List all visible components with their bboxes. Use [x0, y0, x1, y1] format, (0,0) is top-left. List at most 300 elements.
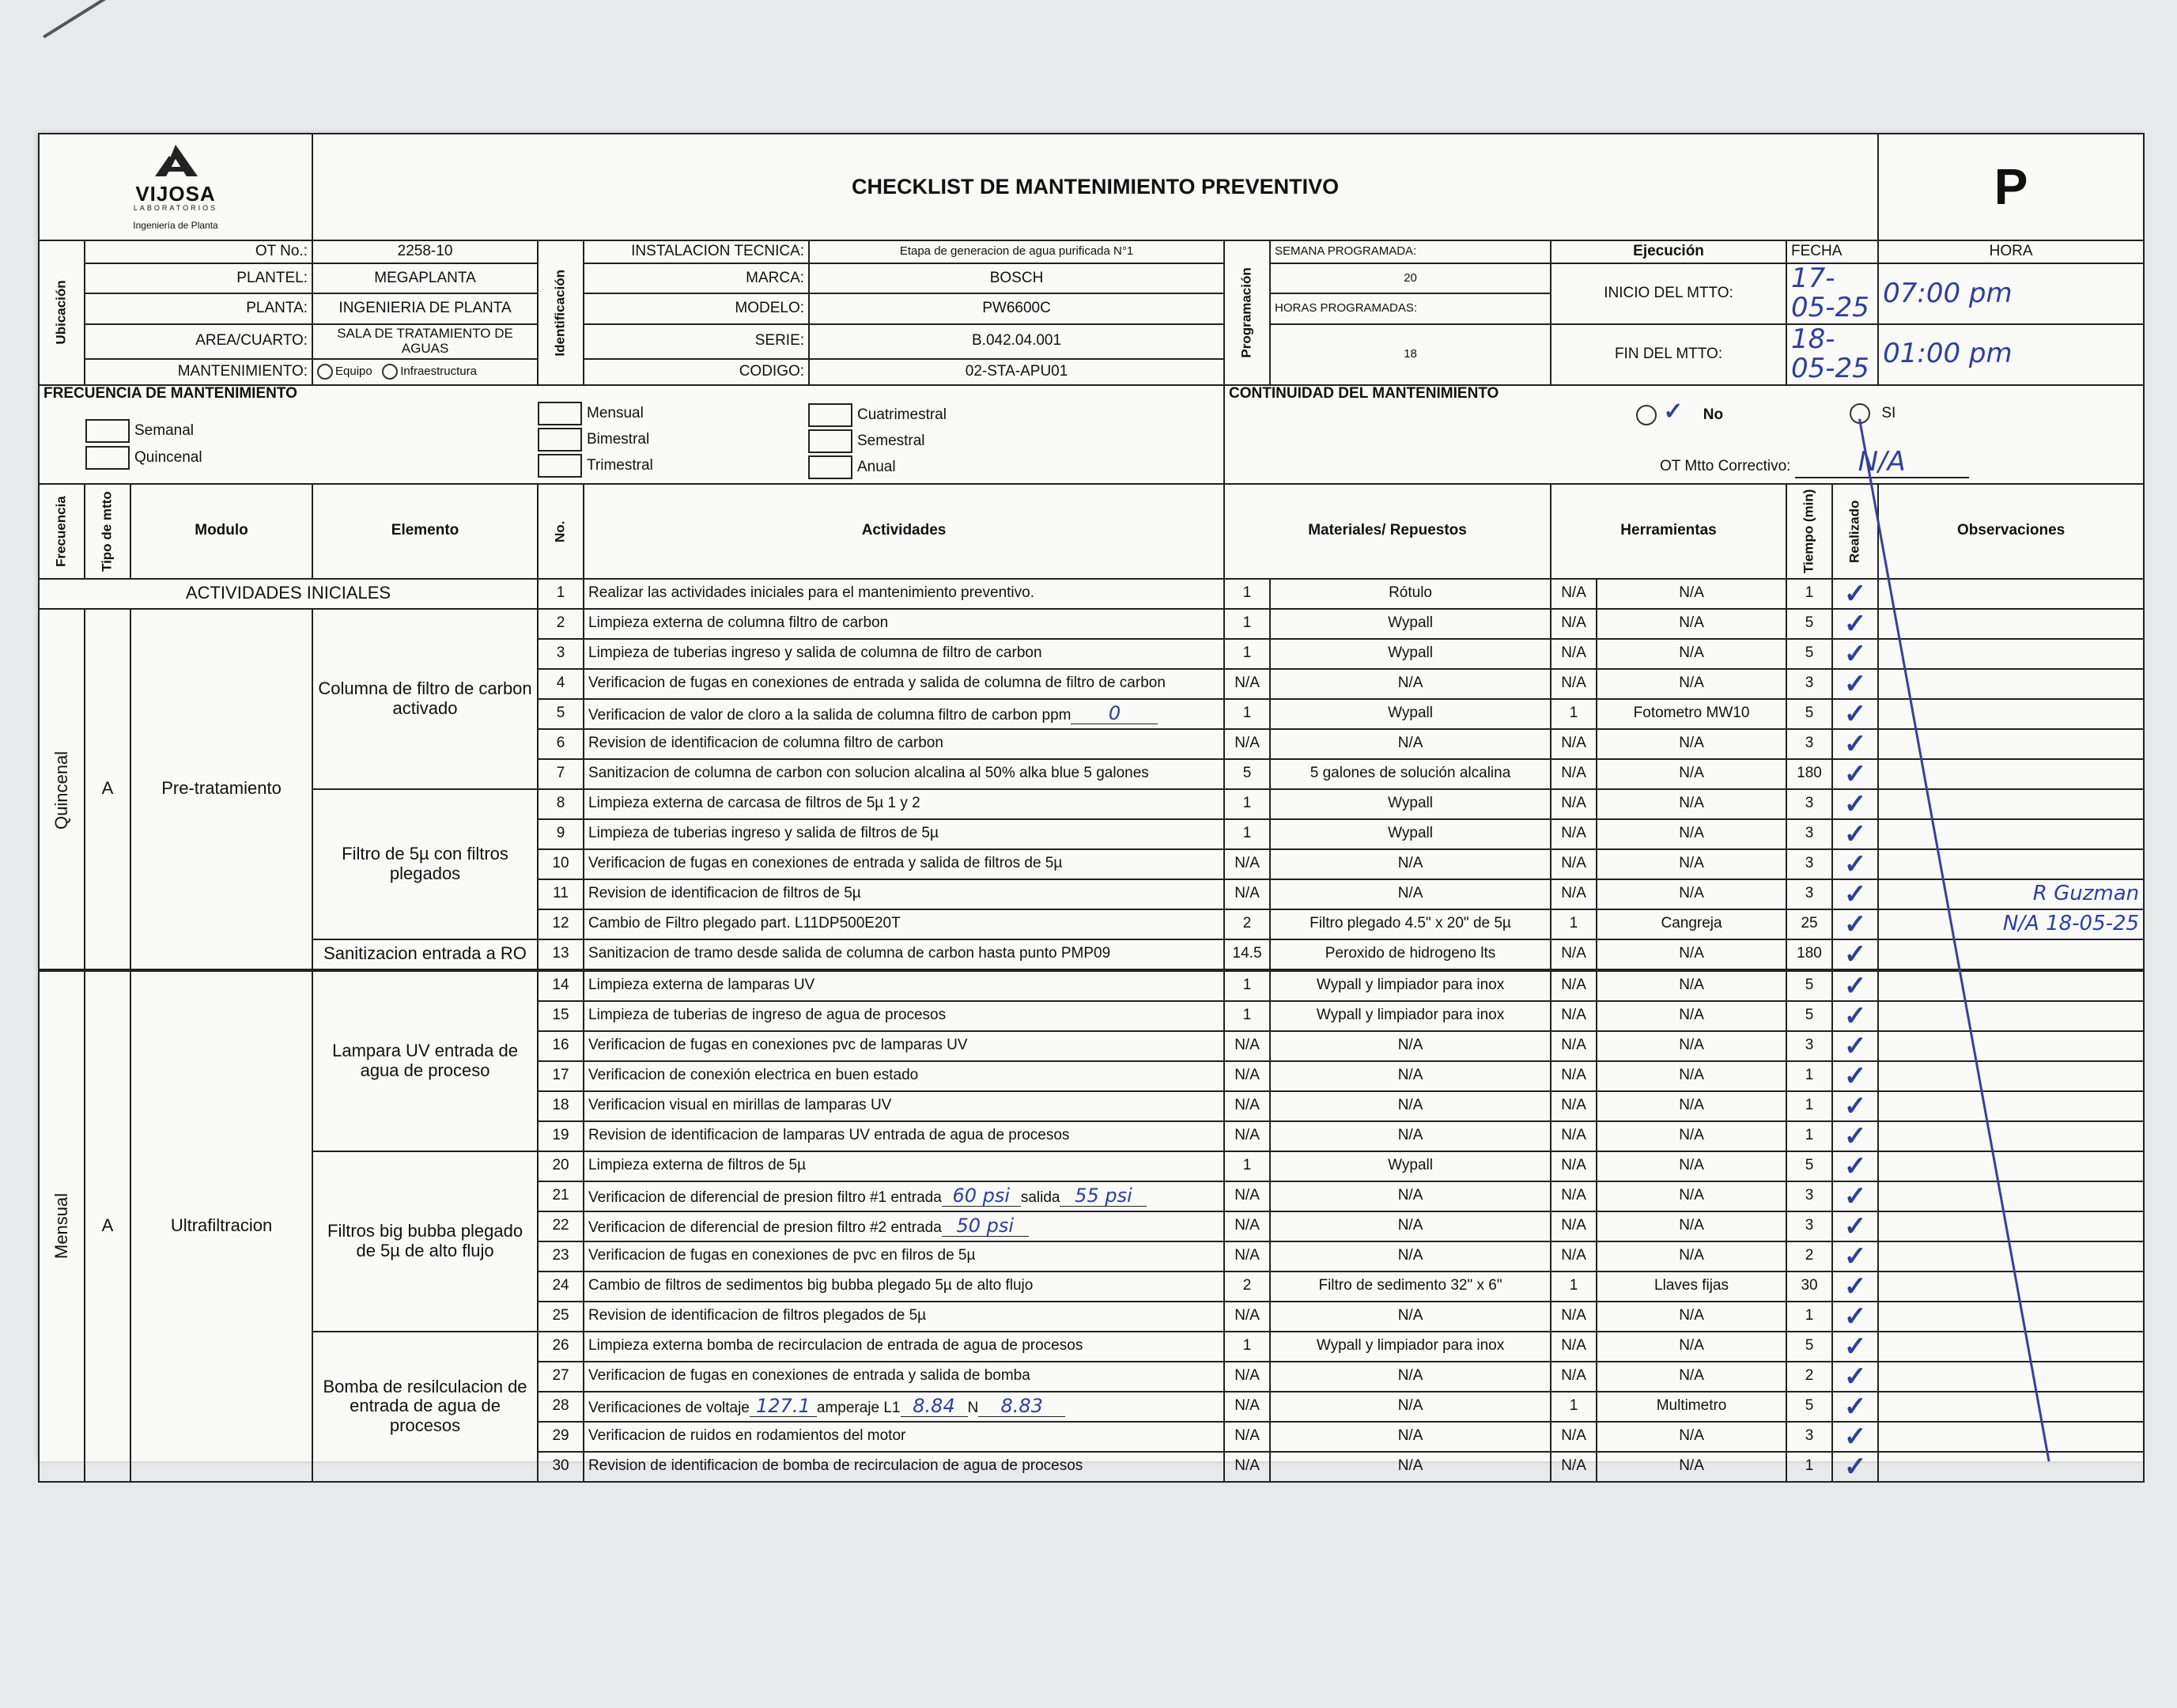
- row-tool: N/A: [1597, 1362, 1786, 1392]
- row-qty: N/A: [1224, 1392, 1270, 1422]
- row-qty: N/A: [1224, 1031, 1270, 1061]
- row-done-checkmark-icon: ✓: [1832, 879, 1878, 909]
- row-qty: N/A: [1224, 1241, 1270, 1272]
- row-tool-qty: N/A: [1551, 759, 1597, 789]
- row-activity: Verificacion visual en mirillas de lamparas UV: [584, 1091, 1224, 1121]
- row-material: N/A: [1270, 879, 1551, 909]
- row-time: 5: [1786, 609, 1832, 639]
- no-checkmark-icon: ✓: [1663, 398, 1684, 425]
- row-activity: Revision de identificacion de filtros plegados de 5µ: [584, 1302, 1224, 1332]
- row-tool: N/A: [1597, 1121, 1786, 1151]
- row-tool-qty: N/A: [1551, 1001, 1597, 1031]
- row-activity: [584, 1211, 1224, 1241]
- ubicacion-section-label: Ubicación: [39, 240, 85, 385]
- infraestructura-option-label: Infraestructura: [400, 365, 477, 379]
- tipo-a-mensual: A: [85, 970, 130, 1482]
- row-no: 11: [538, 879, 584, 909]
- row-no: 4: [538, 669, 584, 699]
- elemento-bigbubba: Filtros big bubba plegado de 5µ de alto flujo: [312, 1151, 538, 1332]
- logo-department: Ingeniería de Planta: [133, 220, 218, 232]
- amperaje-l1-value: 8.84: [901, 1396, 968, 1417]
- row-material: N/A: [1270, 1392, 1551, 1422]
- row-tool-qty: N/A: [1551, 729, 1597, 759]
- row-material: Wypall y limpiador para inox: [1270, 1001, 1551, 1031]
- row-tool: N/A: [1597, 639, 1786, 669]
- row-material: N/A: [1270, 1031, 1551, 1061]
- continuidad-block: [1224, 385, 2144, 484]
- row-no: 26: [538, 1332, 584, 1362]
- modulo-ultrafiltracion: Ultrafiltracion: [130, 970, 312, 1482]
- trimestral-checkbox[interactable]: [538, 454, 582, 478]
- row-tool-qty: N/A: [1551, 1091, 1597, 1121]
- row-observation: [1878, 1061, 2144, 1091]
- row-time: 5: [1786, 1392, 1832, 1422]
- col-realizado: Realizado: [1832, 484, 1878, 579]
- row-no: 6: [538, 729, 584, 759]
- checklist-sheet: [38, 133, 2143, 1482]
- equipo-option-label: Equipo: [335, 365, 372, 379]
- serie-value: B.042.04.001: [809, 324, 1224, 359]
- row-done-checkmark-icon: ✓: [1832, 939, 1878, 970]
- row-tool-qty: N/A: [1551, 1061, 1597, 1091]
- row-qty: N/A: [1224, 1362, 1270, 1392]
- row-tool: N/A: [1597, 1422, 1786, 1452]
- row-activity: Verificacion de fugas en conexiones de entrada y salida de filtros de 5µ: [584, 849, 1224, 879]
- quincenal-checkbox[interactable]: [85, 446, 130, 470]
- row-tool: N/A: [1597, 879, 1786, 909]
- row-observation: [1878, 1302, 2144, 1332]
- row-material: Wypall: [1270, 819, 1551, 849]
- ejecucion-label: Ejecución: [1551, 240, 1786, 263]
- elemento-uv: Lampara UV entrada de agua de proceso: [312, 970, 538, 1151]
- row-activity-salida: salida: [1020, 1188, 1060, 1206]
- row-tool-qty: N/A: [1551, 669, 1597, 699]
- row-time: 1: [1786, 1091, 1832, 1121]
- row-observation: [1878, 1031, 2144, 1061]
- row-tool: N/A: [1597, 1332, 1786, 1362]
- row-tool-qty: N/A: [1551, 1422, 1597, 1452]
- row-done-checkmark-icon: ✓: [1832, 669, 1878, 699]
- row-tool-qty: N/A: [1551, 1241, 1597, 1272]
- continuidad-title: CONTINUIDAD DEL MANTENIMIENTO: [1229, 384, 1499, 402]
- row-tool-qty: N/A: [1551, 1121, 1597, 1151]
- row-qty: 1: [1224, 1001, 1270, 1031]
- row-qty: N/A: [1224, 1121, 1270, 1151]
- row-observation: [1878, 1422, 2144, 1452]
- ot-correctivo-label: OT Mtto Correctivo:: [1660, 457, 1791, 474]
- row-time: 3: [1786, 729, 1832, 759]
- row-done-checkmark-icon: ✓: [1832, 1121, 1878, 1151]
- planta-value: INGENIERIA DE PLANTA: [312, 293, 538, 323]
- row-material: N/A: [1270, 1091, 1551, 1121]
- row-done-checkmark-icon: ✓: [1832, 970, 1878, 1001]
- row-qty: N/A: [1224, 1422, 1270, 1452]
- row-done-checkmark-icon: ✓: [1832, 789, 1878, 819]
- row-time: 1: [1786, 579, 1832, 609]
- row-tool-qty: N/A: [1551, 1031, 1597, 1061]
- row-observation: [1878, 699, 2144, 729]
- row-material: N/A: [1270, 1121, 1551, 1151]
- logo-block: [39, 134, 312, 240]
- type-letter: P: [1878, 134, 2144, 240]
- row-no: 16: [538, 1031, 584, 1061]
- cuatrimestral-checkbox[interactable]: [808, 403, 852, 427]
- row-time: 1: [1786, 1121, 1832, 1151]
- cloro-value: 0: [1071, 703, 1158, 724]
- presion1-entrada-value: 60 psi: [942, 1185, 1021, 1207]
- frecuencia-block: [39, 385, 1224, 484]
- col-tipo: Tipo de mtto: [85, 484, 130, 579]
- row-tool: N/A: [1597, 1151, 1786, 1181]
- area-label: AREA/CUARTO:: [85, 324, 312, 359]
- row-tool-qty: N/A: [1551, 1181, 1597, 1211]
- row-observation: [1878, 1452, 2144, 1482]
- col-elemento: Elemento: [312, 484, 538, 579]
- quincenal-label: Quincenal: [134, 448, 202, 466]
- plantel-value: MEGAPLANTA: [312, 263, 538, 293]
- row-activity: Verificacion de ruidos en rodamientos del motor: [584, 1422, 1224, 1452]
- row-no: 25: [538, 1302, 584, 1332]
- row-time: 1: [1786, 1452, 1832, 1482]
- row-material: N/A: [1270, 1211, 1551, 1241]
- row-activity-text: Verificacion de valor de cloro a la salida de columna filtro de carbon ppm: [588, 706, 1071, 724]
- mensual-checkbox[interactable]: [538, 402, 582, 425]
- row-done-checkmark-icon: ✓: [1832, 1211, 1878, 1241]
- row-done-checkmark-icon: ✓: [1832, 579, 1878, 609]
- marca-value: BOSCH: [809, 263, 1224, 293]
- row-tool-qty: N/A: [1551, 639, 1597, 669]
- row-no: 1: [538, 579, 584, 609]
- row-tool-qty: 1: [1551, 1272, 1597, 1302]
- row-qty: 1: [1224, 789, 1270, 819]
- row-observation: [1878, 1121, 2144, 1151]
- table-row: [39, 609, 2144, 639]
- row-tool-qty: N/A: [1551, 1452, 1597, 1482]
- row-observation: R Guzman: [1878, 879, 2144, 909]
- row-material: Rótulo: [1270, 579, 1551, 609]
- row-observation: [1878, 970, 2144, 1001]
- row-done-checkmark-icon: ✓: [1832, 609, 1878, 639]
- row-tool: N/A: [1597, 729, 1786, 759]
- table-row: [39, 1151, 2144, 1181]
- equipo-radio[interactable]: [317, 364, 333, 380]
- row-no: 20: [538, 1151, 584, 1181]
- row-done-checkmark-icon: ✓: [1832, 1241, 1878, 1272]
- fecha-label: FECHA: [1786, 240, 1878, 263]
- modulo-pretratamiento: Pre-tratamiento: [130, 609, 312, 970]
- row-observation: [1878, 849, 2144, 879]
- row-activity-n: N: [967, 1399, 979, 1416]
- row-done-checkmark-icon: ✓: [1832, 1061, 1878, 1091]
- row-activity: Limpieza de tuberias ingreso y salida de filtros de 5µ: [584, 819, 1224, 849]
- row-tool: N/A: [1597, 970, 1786, 1001]
- table-row: [39, 579, 2144, 609]
- row-tool: N/A: [1597, 1241, 1786, 1272]
- row-tool-qty: 1: [1551, 699, 1597, 729]
- semana-value: 20: [1270, 263, 1551, 293]
- row-qty: N/A: [1224, 669, 1270, 699]
- semanal-label: Semanal: [134, 421, 194, 439]
- row-tool: Cangreja: [1597, 909, 1786, 939]
- row-qty: 1: [1224, 819, 1270, 849]
- table-row: [39, 789, 2144, 819]
- row-observation: [1878, 1091, 2144, 1121]
- infraestructura-radio[interactable]: [382, 364, 398, 380]
- inst-label: INSTALACION TECNICA:: [584, 240, 809, 263]
- row-qty: 1: [1224, 1332, 1270, 1362]
- row-time: 5: [1786, 970, 1832, 1001]
- row-tool-qty: N/A: [1551, 819, 1597, 849]
- row-done-checkmark-icon: ✓: [1832, 639, 1878, 669]
- row-time: 3: [1786, 789, 1832, 819]
- row-material: N/A: [1270, 729, 1551, 759]
- row-observation: [1878, 759, 2144, 789]
- row-tool: N/A: [1597, 1452, 1786, 1482]
- row-observation: [1878, 669, 2144, 699]
- row-no: 28: [538, 1392, 584, 1422]
- row-tool: N/A: [1597, 789, 1786, 819]
- elemento-bomba: Bomba de resilculacion de entrada de agua de procesos: [312, 1332, 538, 1482]
- row-activity: Sanitizacion de columna de carbon con solucion alcalina al 50% alka blue 5 galones: [584, 759, 1224, 789]
- semestral-label: Semestral: [857, 432, 925, 449]
- horas-label: HORAS PROGRAMADAS:: [1270, 293, 1551, 323]
- row-done-checkmark-icon: ✓: [1832, 699, 1878, 729]
- row-qty: 1: [1224, 609, 1270, 639]
- presion2-entrada-value: 50 psi: [942, 1215, 1029, 1237]
- row-tool-qty: N/A: [1551, 1362, 1597, 1392]
- row-tool-qty: N/A: [1551, 970, 1597, 1001]
- row-qty: N/A: [1224, 849, 1270, 879]
- row-no: 21: [538, 1181, 584, 1211]
- row-material: N/A: [1270, 849, 1551, 879]
- anual-checkbox[interactable]: [808, 455, 852, 479]
- row-activity: Sanitizacion de tramo desde salida de columna de carbon hasta punto PMP09: [584, 939, 1224, 970]
- plantel-label: PLANTEL:: [85, 263, 312, 293]
- row-observation: [1878, 609, 2144, 639]
- row-activity: [584, 699, 1224, 729]
- marca-label: MARCA:: [584, 263, 809, 293]
- area-value: SALA DE TRATAMIENTO DE AGUAS: [312, 324, 538, 359]
- row-activity: Realizar las actividades iniciales para el mantenimiento preventivo.: [584, 579, 1224, 609]
- hora-label: HORA: [1878, 240, 2144, 263]
- row-tool: N/A: [1597, 759, 1786, 789]
- row-tool-qty: N/A: [1551, 1302, 1597, 1332]
- row-activity: Limpieza externa de columna filtro de carbon: [584, 609, 1224, 639]
- codigo-label: CODIGO:: [584, 359, 809, 385]
- row-no: 2: [538, 609, 584, 639]
- row-qty: 5: [1224, 759, 1270, 789]
- row-no: 30: [538, 1452, 584, 1482]
- row-observation: N/A 18-05-25: [1878, 909, 2144, 939]
- bimestral-label: Bimestral: [587, 430, 650, 448]
- ot-label: OT No.:: [85, 240, 312, 263]
- semestral-checkbox[interactable]: [808, 429, 852, 453]
- row-activity: Limpieza de tuberias ingreso y salida de columna de filtro de carbon: [584, 639, 1224, 669]
- row-activity-text: Verificacion de diferencial de presion filtro #1 entrada: [588, 1188, 942, 1206]
- no-radio[interactable]: [1636, 405, 1657, 425]
- row-no: 13: [538, 939, 584, 970]
- row-material: N/A: [1270, 1362, 1551, 1392]
- row-activity: [584, 1181, 1224, 1211]
- mantenimiento-options: [312, 359, 538, 385]
- row-tool-qty: 1: [1551, 909, 1597, 939]
- row-activity: Limpieza de tuberias de ingreso de agua de procesos: [584, 1001, 1224, 1031]
- row-material: Wypall y limpiador para inox: [1270, 1332, 1551, 1362]
- row-tool: N/A: [1597, 1181, 1786, 1211]
- row-observation: [1878, 1151, 2144, 1181]
- row-activity: Revision de identificacion de columna filtro de carbon: [584, 729, 1224, 759]
- group-mensual: Mensual: [39, 970, 85, 1482]
- row-activity: Limpieza externa de lamparas UV: [584, 970, 1224, 1001]
- mantenimiento-label: MANTENIMIENTO:: [85, 359, 312, 385]
- row-qty: 1: [1224, 970, 1270, 1001]
- row-no: 8: [538, 789, 584, 819]
- elemento-sanitizacion: Sanitizacion entrada a RO: [312, 939, 538, 970]
- row-activity-amperaje: amperaje L1: [816, 1399, 901, 1416]
- row-material: N/A: [1270, 1422, 1551, 1452]
- row-qty: N/A: [1224, 1211, 1270, 1241]
- row-done-checkmark-icon: ✓: [1832, 1091, 1878, 1121]
- row-material: Wypall y limpiador para inox: [1270, 970, 1551, 1001]
- row-time: 3: [1786, 1211, 1832, 1241]
- row-observation: [1878, 1362, 2144, 1392]
- codigo-value: 02-STA-APU01: [809, 359, 1224, 385]
- inicio-hora: 07:00 pm: [1878, 263, 2144, 324]
- identificacion-section-label: Identificación: [538, 240, 584, 385]
- row-observation: [1878, 789, 2144, 819]
- row-no: 17: [538, 1061, 584, 1091]
- row-qty: N/A: [1224, 1302, 1270, 1332]
- row-tool: N/A: [1597, 939, 1786, 970]
- row-activity: [584, 1392, 1224, 1422]
- si-label: SI: [1881, 404, 1896, 421]
- row-activity: Cambio de filtros de sedimentos big bubba plegado 5µ de alto flujo: [584, 1272, 1224, 1302]
- row-material: Wypall: [1270, 699, 1551, 729]
- semanal-checkbox[interactable]: [85, 419, 130, 443]
- row-activity: Revision de identificacion de filtros de 5µ: [584, 879, 1224, 909]
- bimestral-checkbox[interactable]: [538, 428, 582, 452]
- row-no: 22: [538, 1211, 584, 1241]
- row-activity-text: Verificacion de diferencial de presion filtro #2 entrada: [588, 1219, 942, 1236]
- page-title: CHECKLIST DE MANTENIMIENTO PREVENTIVO: [312, 134, 1878, 240]
- row-no: 24: [538, 1272, 584, 1302]
- row-time: 3: [1786, 1422, 1832, 1452]
- presion1-salida-value: 55 psi: [1060, 1185, 1147, 1207]
- row-qty: N/A: [1224, 729, 1270, 759]
- table-row: [39, 939, 2144, 970]
- row-tool: N/A: [1597, 1061, 1786, 1091]
- row-qty: 1: [1224, 1151, 1270, 1181]
- table-row: [39, 970, 2144, 1001]
- row-time: 30: [1786, 1272, 1832, 1302]
- col-herramientas: Herramientas: [1551, 484, 1786, 579]
- row-time: 3: [1786, 1031, 1832, 1061]
- col-actividades: Actividades: [584, 484, 1224, 579]
- row-time: 3: [1786, 849, 1832, 879]
- row-material: Filtro de sedimento 32" x 6": [1270, 1272, 1551, 1302]
- elemento-5u: Filtro de 5µ con filtros plegados: [312, 789, 538, 939]
- row-time: 5: [1786, 699, 1832, 729]
- row-observation: [1878, 1211, 2144, 1241]
- col-tiempo: Tiempo (min): [1786, 484, 1832, 579]
- row-material: N/A: [1270, 1452, 1551, 1482]
- row-observation: [1878, 579, 2144, 609]
- col-observaciones: Observaciones: [1878, 484, 2144, 579]
- row-material: N/A: [1270, 1241, 1551, 1272]
- row-time: 25: [1786, 909, 1832, 939]
- programacion-section-label: Programación: [1224, 240, 1270, 385]
- row-done-checkmark-icon: ✓: [1832, 819, 1878, 849]
- row-material: N/A: [1270, 1181, 1551, 1211]
- row-qty: 1: [1224, 699, 1270, 729]
- row-tool: N/A: [1597, 1211, 1786, 1241]
- row-time: 180: [1786, 939, 1832, 970]
- row-qty: 14.5: [1224, 939, 1270, 970]
- fin-fecha: 18-05-25: [1786, 324, 1878, 385]
- row-done-checkmark-icon: ✓: [1832, 1001, 1878, 1031]
- row-tool: N/A: [1597, 819, 1786, 849]
- row-tool: Fotometro MW10: [1597, 699, 1786, 729]
- row-tool-qty: 1: [1551, 1392, 1597, 1422]
- row-done-checkmark-icon: ✓: [1832, 909, 1878, 939]
- row-time: 2: [1786, 1362, 1832, 1392]
- frecuencia-title: FRECUENCIA DE MANTENIMIENTO: [43, 384, 297, 402]
- fin-label: FIN DEL MTTO:: [1551, 324, 1786, 385]
- row-no: 29: [538, 1422, 584, 1452]
- row-no: 23: [538, 1241, 584, 1272]
- row-tool-qty: N/A: [1551, 1332, 1597, 1362]
- row-tool-qty: N/A: [1551, 789, 1597, 819]
- elemento-carbon: Columna de filtro de carbon activado: [312, 609, 538, 789]
- row-time: 5: [1786, 1151, 1832, 1181]
- serie-label: SERIE:: [584, 324, 809, 359]
- row-material: Filtro plegado 4.5" x 20" de 5µ: [1270, 909, 1551, 939]
- row-observation: [1878, 1181, 2144, 1211]
- row-activity: Limpieza externa de filtros de 5µ: [584, 1151, 1224, 1181]
- inst-value: Etapa de generacion de agua purificada N°1: [809, 240, 1224, 263]
- row-time: 1: [1786, 1302, 1832, 1332]
- horas-value: 18: [1270, 324, 1551, 385]
- group-iniciales: ACTIVIDADES INICIALES: [39, 579, 538, 609]
- row-activity: Verificacion de conexión electrica en buen estado: [584, 1061, 1224, 1091]
- checklist-table: [38, 133, 2145, 1483]
- inicio-label: INICIO DEL MTTO:: [1551, 263, 1786, 324]
- row-activity: Limpieza externa de carcasa de filtros de 5µ 1 y 2: [584, 789, 1224, 819]
- row-no: 15: [538, 1001, 584, 1031]
- row-no: 14: [538, 970, 584, 1001]
- row-tool: N/A: [1597, 1001, 1786, 1031]
- row-no: 5: [538, 699, 584, 729]
- row-done-checkmark-icon: ✓: [1832, 1272, 1878, 1302]
- row-time: 5: [1786, 1332, 1832, 1362]
- ot-value: 2258-10: [312, 240, 538, 263]
- col-no: No.: [538, 484, 584, 579]
- row-no: 19: [538, 1121, 584, 1151]
- mensual-label: Mensual: [587, 404, 644, 421]
- row-material: Wypall: [1270, 639, 1551, 669]
- semana-label: SEMANA PROGRAMADA:: [1270, 240, 1551, 263]
- row-tool: N/A: [1597, 1031, 1786, 1061]
- vijosa-logo-icon: [43, 143, 308, 183]
- row-tool-qty: N/A: [1551, 1211, 1597, 1241]
- row-observation: [1878, 1392, 2144, 1422]
- row-no: 7: [538, 759, 584, 789]
- row-activity: Revision de identificacion de lamparas UV entrada de agua de procesos: [584, 1121, 1224, 1151]
- row-tool: N/A: [1597, 1091, 1786, 1121]
- row-qty: 2: [1224, 909, 1270, 939]
- voltaje-value: 127.1: [750, 1396, 817, 1417]
- row-done-checkmark-icon: ✓: [1832, 1362, 1878, 1392]
